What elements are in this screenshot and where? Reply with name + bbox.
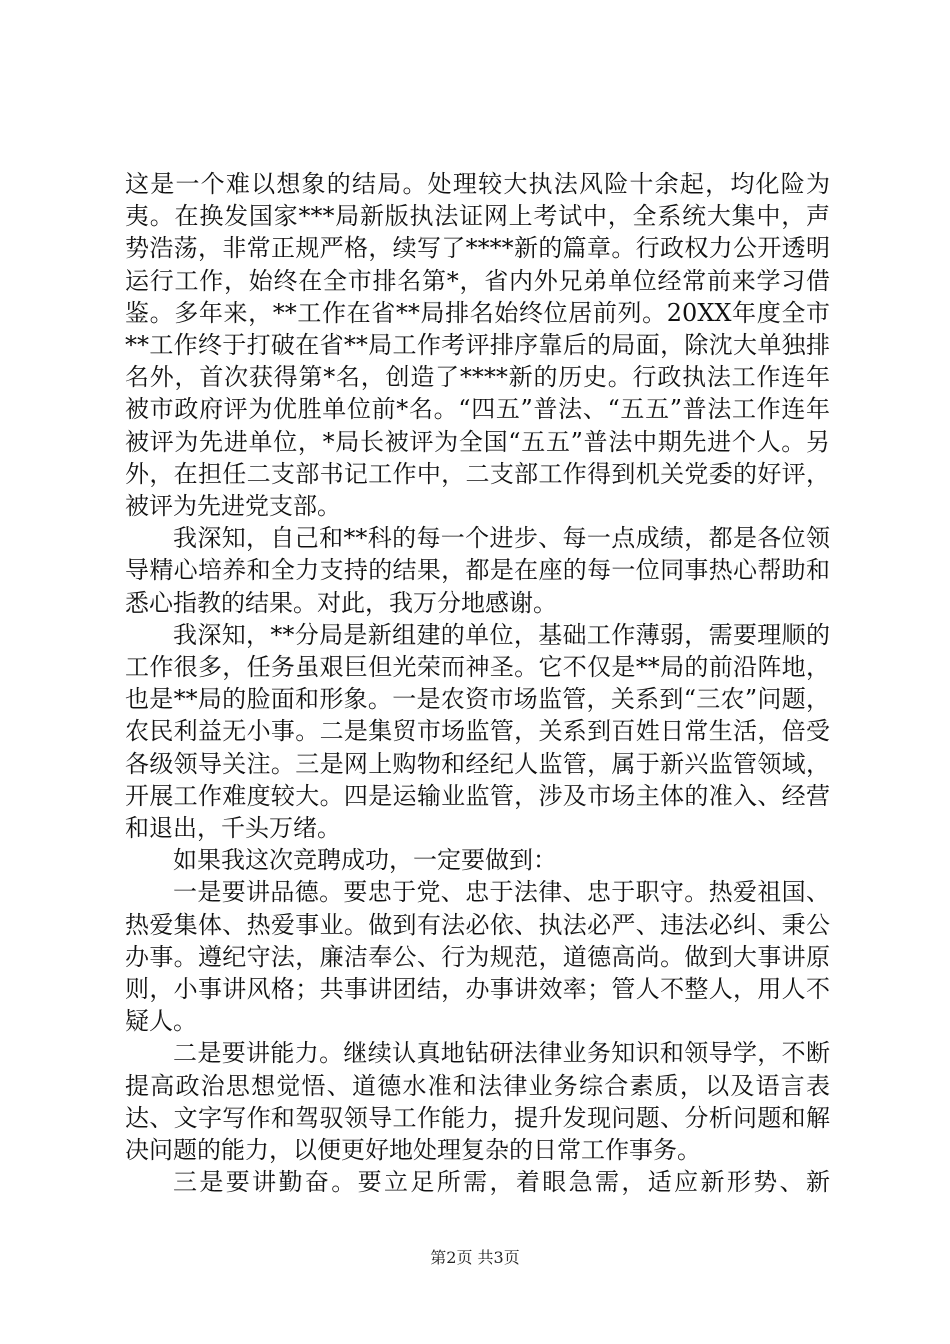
paragraph-5: 一是要讲品德。要忠于党、忠于法律、忠于职守。热爱祖国、热爱集体、热爱事业。做到有法必依、执法必严、违法必纠、秉公办事。遵纪守法，廉洁奉公、行为规范，道德高尚。做到大事讲原则，小事讲风格；共事讲团结，办事讲效率；管人不整人，用人不疑人。 xyxy=(125,878,830,1036)
document-body xyxy=(125,168,830,1199)
paragraph-3: 我深知，**分局是新组建的单位，基础工作薄弱，需要理顺的工作很多，任务虽艰巨但光荣而神圣。它不仅是**局的前沿阵地，也是**局的脸面和形象。一是农资市场监管，关系到“三农”问题，农民利益无小事。二是集贸市场监管，关系到百姓日常生活，倍受各级领导关注。三是网上购物和经纪人监管，属于新兴监管领域，开展工作难度较大。四是运输业监管，涉及市场主体的准入、经营和退出，千头万绪。 xyxy=(125,620,830,843)
paragraph-1: 这是一个难以想象的结局。处理较大执法风险十余起，均化险为夷。在换发国家***局新版执法证网上考试中，全系统大集中，声势浩荡，非常正规严格，续写了****新的篇章。行政权力公开透明运行工作，始终在全市排名第*，省内外兄弟单位经常前来学习借鉴。多年来，**工作在省**局排名始终位居前列。20XX年度全市**工作终于打破在省**局工作考评排序靠后的局面，除沈大单独排名外，首次获得第*名，创造了****新的历史。行政执法工作连年被市政府评为优胜单位前*名。“四五”普法、“五五”普法工作连年被评为先进单位，*局长被评为全国“五五”普法中期先进个人。另外，在担任二支部书记工作中，二支部工作得到机关党委的好评，被评为先进党支部。 xyxy=(125,170,830,521)
page-footer xyxy=(0,1245,950,1268)
paragraph-2: 我深知，自己和**科的每一个进步、每一点成绩，都是各位领导精心培养和全力支持的结果，都是在座的每一位同事热心帮助和悉心指教的结果。对此，我万分地感谢。 xyxy=(125,524,830,617)
paragraph-7: 三是要讲勤奋。要立足所需，着眼急需，适应新形势、新 xyxy=(173,1168,830,1197)
paragraph-6: 二是要讲能力。继续认真地钻研法律业务知识和领导学，不断提高政治思想觉悟、道德水准和法律业务综合素质，以及语言表达、文字写作和驾驭领导工作能力，提升发现问题、分析问题和解决问题的能力，以便更好地处理复杂的日常工作事务。 xyxy=(125,1039,830,1165)
page-number-label: 第2页 共3页 xyxy=(430,1248,520,1267)
paragraph-4: 如果我这次竞聘成功，一定要做到： xyxy=(173,846,557,875)
